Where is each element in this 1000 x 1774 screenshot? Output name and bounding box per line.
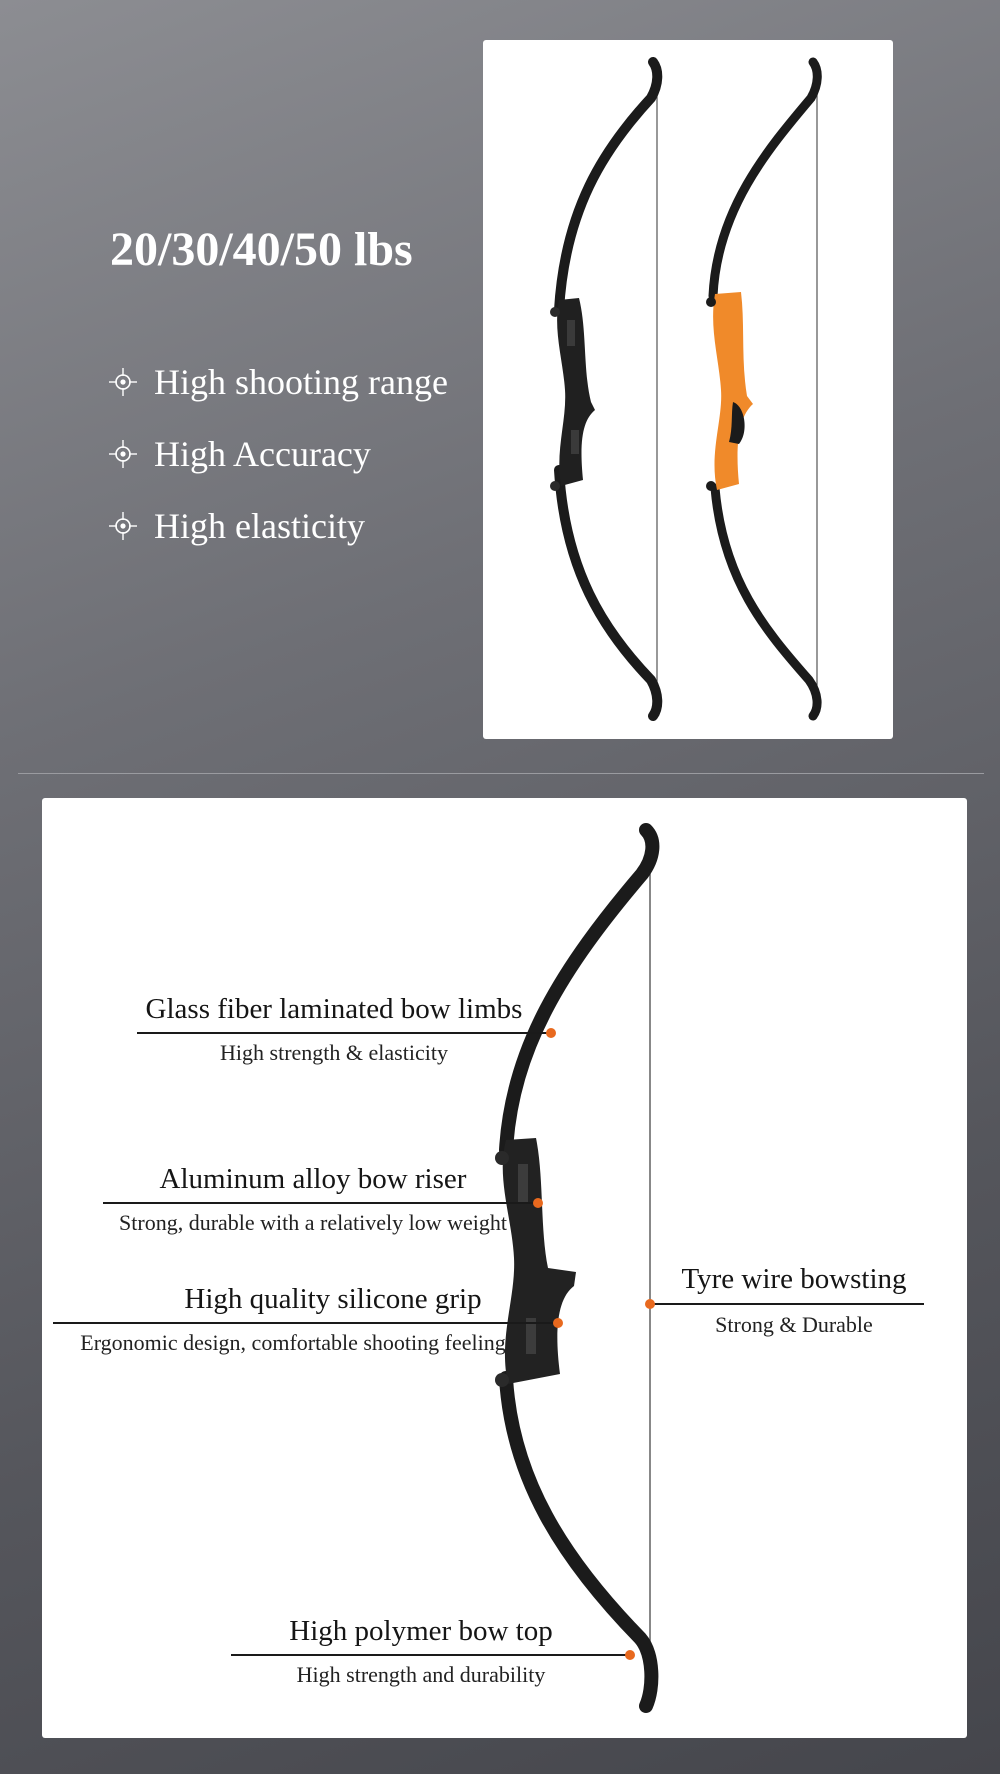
- feature-label: High elasticity: [154, 506, 365, 546]
- callout-marker: [546, 1028, 556, 1038]
- product-image-card: [483, 40, 893, 739]
- riser-callout: [103, 1162, 523, 1238]
- callout-marker: [625, 1650, 635, 1660]
- callout-subtitle: Strong, durable with a relatively low weight: [119, 1210, 507, 1235]
- bow-anatomy-card: [42, 798, 967, 1738]
- callout-title: High polymer bow top: [289, 1615, 553, 1647]
- tip-callout: [231, 1614, 611, 1690]
- callout-marker: [553, 1318, 563, 1328]
- callout-title: High quality silicone grip: [184, 1283, 482, 1315]
- callout-title: Aluminum alloy bow riser: [159, 1163, 467, 1195]
- feature-item: [108, 346, 448, 418]
- callout-subtitle: High strength & elasticity: [220, 1040, 448, 1065]
- feature-label: High Accuracy: [154, 434, 371, 474]
- black-recurve-bow: [550, 62, 657, 716]
- upper-limb: [506, 830, 652, 1150]
- callout-title: Tyre wire bowsting: [681, 1263, 907, 1295]
- callout-marker: [533, 1198, 543, 1208]
- limbs-callout: [137, 992, 531, 1068]
- string-callout: [662, 1262, 926, 1340]
- callout-marker: [645, 1299, 655, 1309]
- feature-item: [108, 490, 448, 562]
- bow-pair-illustration: [483, 40, 893, 739]
- feature-item: [108, 418, 448, 490]
- section-divider: [18, 773, 984, 774]
- feature-list: [108, 346, 448, 562]
- callout-subtitle: Ergonomic design, comfortable shooting feeling: [80, 1330, 506, 1355]
- weight-options-title: 20/30/40/50 lbs: [110, 223, 413, 276]
- grip-callout: [53, 1282, 533, 1358]
- orange-recurve-bow: [706, 62, 817, 716]
- callout-subtitle: High strength and durability: [296, 1662, 546, 1687]
- crosshair-icon: [108, 367, 138, 397]
- crosshair-icon: [108, 511, 138, 541]
- callout-subtitle: Strong & Durable: [715, 1312, 873, 1337]
- feature-label: High shooting range: [154, 362, 448, 402]
- callout-title: Glass fiber laminated bow limbs: [145, 993, 523, 1025]
- crosshair-icon: [108, 439, 138, 469]
